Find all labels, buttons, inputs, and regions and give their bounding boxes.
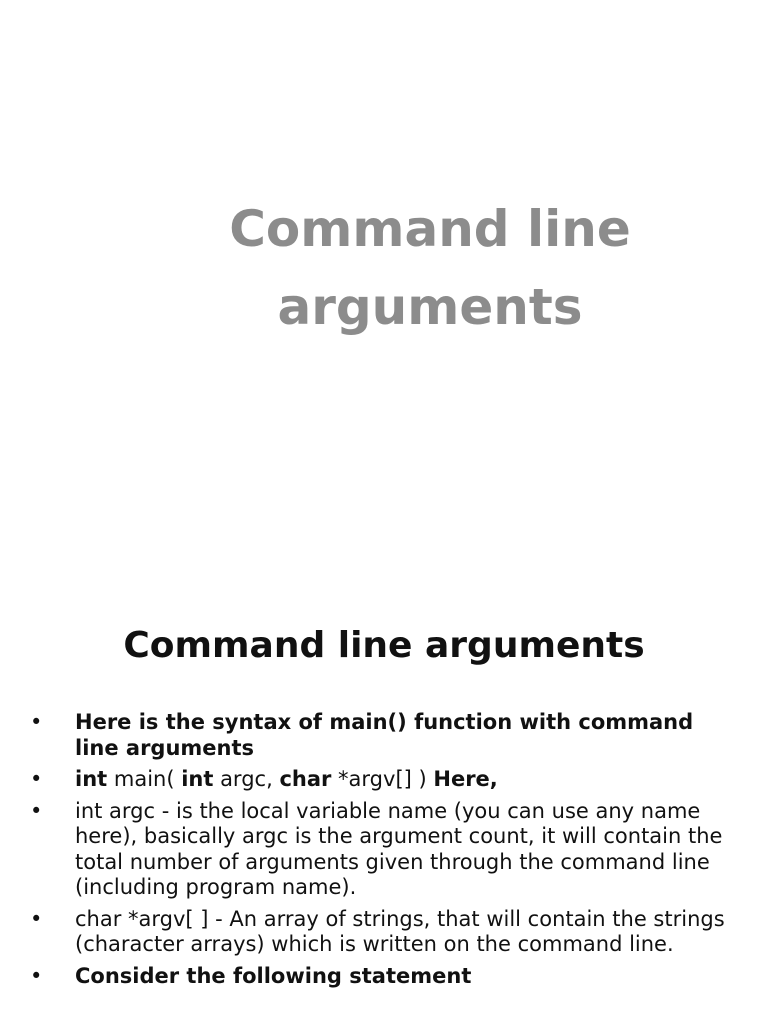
bullet-dot: • [30,906,43,931]
bullet-item-consider [30,964,730,990]
bullet-item-signature [30,767,730,793]
bullet-dot: • [30,798,43,823]
bullet-item-syntax [30,710,730,761]
bullet-dot: • [30,767,43,791]
signature-argc: argc, [213,767,280,791]
slide-title [170,190,690,346]
bullet-list [30,710,730,995]
keyword-int: int [75,767,108,791]
bullet-text: Here is the syntax of main() function with command line arguments [75,710,694,760]
bullet-item-argc [30,799,730,901]
signature-main: main( [107,767,182,791]
bullet-dot: • [30,710,43,734]
signature-argv: *argv[] ) [331,767,434,791]
bullet-item-argv [30,907,730,958]
content-slide [0,576,768,1024]
bullet-text: int argc - is the local variable name (you can use any name here), basically argc is the argument count, it will contain the total number of arguments given through the command line (including program name). [75,798,723,899]
keyword-int: int [181,767,214,791]
keyword-char: char [279,767,332,791]
content-slide-title: Command line arguments [123,625,645,666]
bullet-text: Consider the following statement [75,963,472,988]
slide-title-line-1: Command line [229,200,631,258]
slide-title-line-2: arguments [277,278,583,336]
bullet-text: char *argv[ ] - An array of strings, that will contain the strings (character arrays) which is written on the command line. [75,906,725,956]
bullet-dot: • [30,963,43,988]
signature-here: Here, [433,767,498,791]
